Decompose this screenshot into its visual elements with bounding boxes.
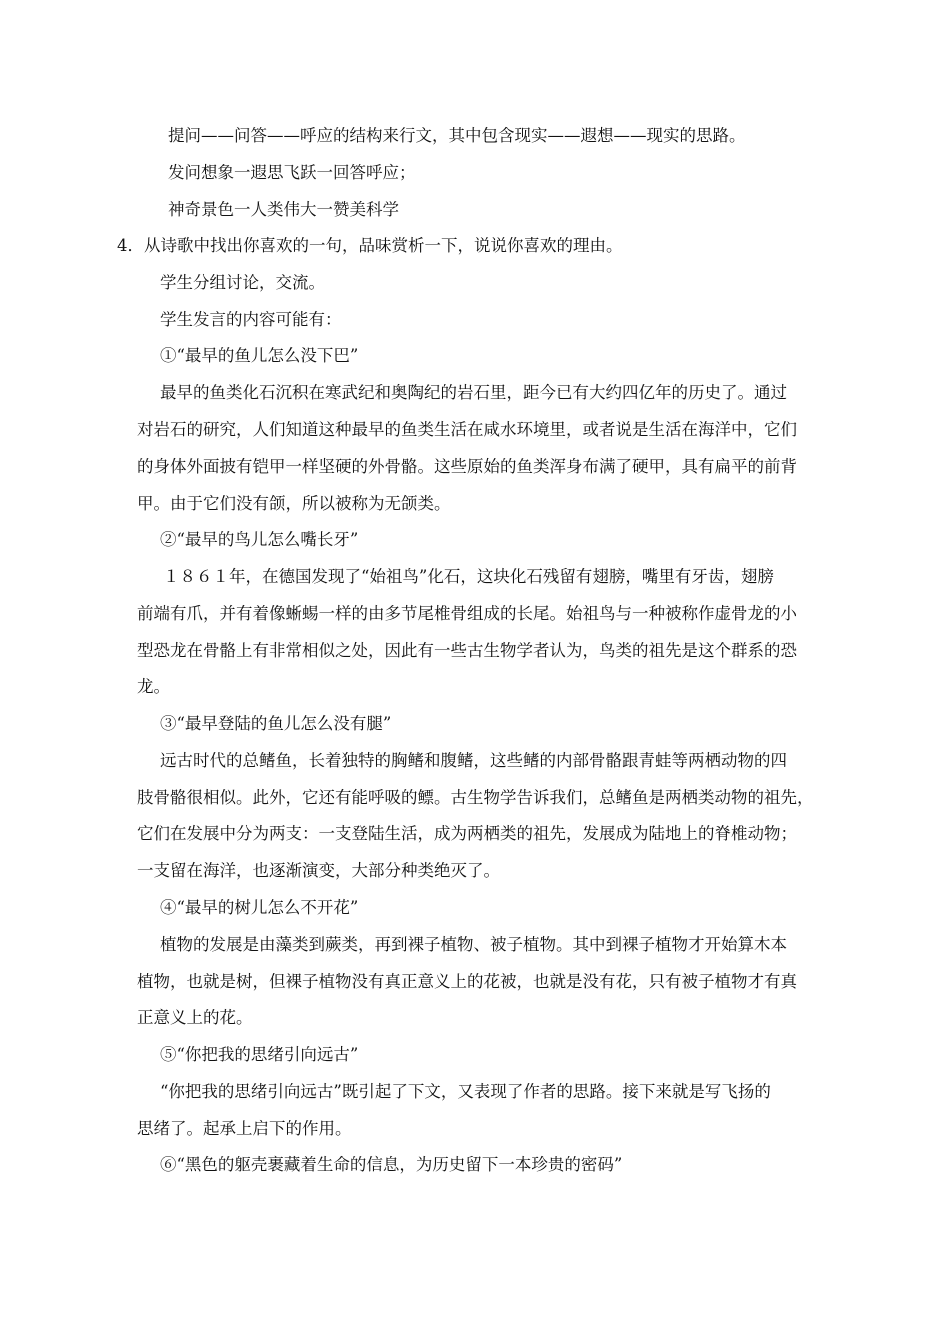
paragraph-line: 植物的发展是由藻类到蕨类，再到裸子植物、被子植物。其中到裸子植物才开始算木本 bbox=[160, 935, 787, 954]
text-line: 学生发言的内容可能有： bbox=[160, 310, 342, 329]
paragraph-line: 龙。 bbox=[137, 677, 170, 696]
quote-heading: ③“最早登陆的鱼儿怎么没有腿” bbox=[160, 714, 392, 733]
text-line: 提问——问答——呼应的结构来行文，其中包含现实——遐想——现实的思路。 bbox=[168, 126, 746, 145]
quote-heading: ⑥“黑色的躯壳裹藏着生命的信息，为历史留下一本珍贵的密码” bbox=[160, 1155, 623, 1174]
list-item-heading: 4．从诗歌中找出你喜欢的一句，品味赏析一下，说说你喜欢的理由。 bbox=[117, 236, 623, 255]
paragraph-line: “你把我的思绪引向远古”既引起了下文，又表现了作者的思路。接下来就是写飞扬的 bbox=[160, 1082, 771, 1101]
text-line: 发问想象一遐思飞跃一回答呼应； bbox=[168, 163, 416, 182]
quote-heading: ①“最早的鱼儿怎么没下巴” bbox=[160, 346, 359, 365]
paragraph-line: 正意义上的花。 bbox=[137, 1008, 253, 1027]
quote-heading: ⑤“你把我的思绪引向远古” bbox=[160, 1045, 359, 1064]
text-line: 神奇景色一人类伟大一赞美科学 bbox=[168, 200, 399, 219]
paragraph-line: 植物，也就是树，但裸子植物没有真正意义上的花被，也就是没有花，只有被子植物才有真 bbox=[137, 972, 797, 991]
paragraph-line: 甲。由于它们没有颌，所以被称为无颌类。 bbox=[137, 494, 451, 513]
paragraph-line: 远古时代的总鳍鱼，长着独特的胸鳍和腹鳍，这些鳍的内部骨骼跟青蛙等两栖动物的四 bbox=[160, 751, 787, 770]
paragraph-line: 的身体外面披有铠甲一样坚硬的外骨骼。这些原始的鱼类浑身布满了硬甲，具有扁平的前背 bbox=[137, 457, 797, 476]
paragraph-line: 一支留在海洋，也逐渐演变，大部分种类绝灭了。 bbox=[137, 861, 500, 880]
paragraph-line: 思绪了。起承上启下的作用。 bbox=[137, 1119, 352, 1138]
text-line: 学生分组讨论，交流。 bbox=[160, 273, 325, 292]
paragraph-line: 前端有爪，并有着像蜥蜴一样的由多节尾椎骨组成的长尾。始祖鸟与一种被称作虚骨龙的小 bbox=[137, 604, 797, 623]
paragraph-line: 它们在发展中分为两支：一支登陆生活，成为两栖类的祖先，发展成为陆地上的脊椎动物； bbox=[137, 824, 797, 843]
paragraph-line: 肢骨骼很相似。此外，它还有能呼吸的鳔。古生物学告诉我们，总鳍鱼是两栖类动物的祖先， bbox=[137, 788, 814, 807]
quote-heading: ④“最早的树儿怎么不开花” bbox=[160, 898, 359, 917]
paragraph-line: １８６１年，在德国发现了“始祖鸟”化石，这块化石残留有翅膀，嘴里有牙齿，翅膀 bbox=[163, 567, 774, 586]
paragraph-line: 对岩石的研究，人们知道这种最早的鱼类生活在咸水环境里，或者说是生活在海洋中，它们 bbox=[137, 420, 797, 439]
paragraph-line: 最早的鱼类化石沉积在寒武纪和奥陶纪的岩石里，距今已有大约四亿年的历史了。通过 bbox=[160, 383, 787, 402]
paragraph-line: 型恐龙在骨骼上有非常相似之处，因此有一些古生物学者认为，鸟类的祖先是这个群系的恐 bbox=[137, 641, 797, 660]
quote-heading: ②“最早的鸟儿怎么嘴长牙” bbox=[160, 530, 359, 549]
